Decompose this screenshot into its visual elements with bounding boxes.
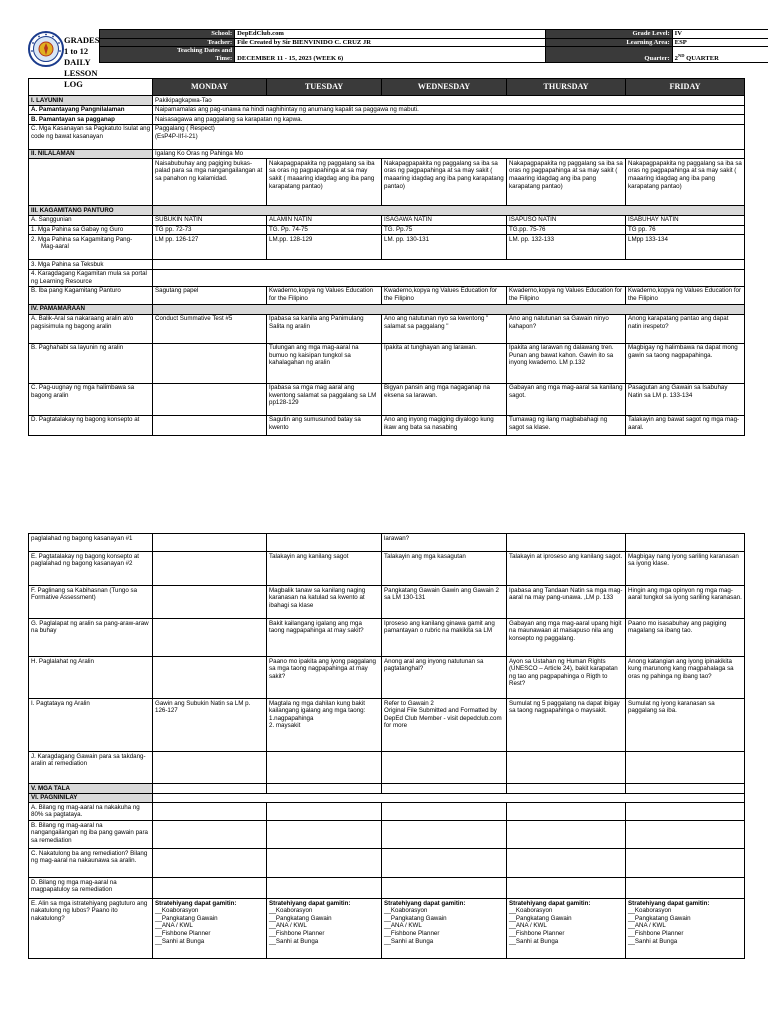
table-cell: Ayon sa Ustahan ng Human Rights (UNESCO – Article 24), bakit karapatan ng tao ang pagpapahinga o Rigth to Rest? [507,657,626,699]
table-cell: Ano ang natutunan nyo sa kwentong " salamat sa paggalang " [382,314,507,343]
table-cell [626,803,745,821]
strategy-option[interactable]: __Koaborasyon [269,907,313,915]
teacher-label: Teacher: [100,38,235,47]
table-cell: LMpp 133-134 [626,235,745,260]
quarter-text: QUARTER [684,54,719,62]
table-row [29,206,745,216]
strategy-option[interactable]: __ANA / KWL [384,922,422,930]
teacher-value: File Created by Sir BIENVINIDO C. CRUZ JR [235,38,546,47]
nilalaman-friday: Nakapagpapakita ng paggalang sa iba sa oras ng pagpapahinga at sa may sakit ( maaaring idagdag ang iba pang karapatang pantao) [626,159,745,206]
table-cell [507,534,626,552]
table-cell: LM.pp. 128-129 [267,235,382,260]
strategy-title: Stratehiyang dapat gamitin: [269,899,351,907]
info-table [99,29,768,71]
gabay-guro-label: 1. Mga Pahina sa Gabay ng Guro [29,225,153,235]
kasanayan-value [153,124,745,149]
table-cell [507,803,626,821]
table-cell: Sagutang papel [153,286,267,304]
balik-aral-label: A. Balik-Aral sa nakaraang aralin at/o pagsisimula ng bagong aralin [29,314,153,343]
reflection-d-label: D. Bilang ng mga mag-aaral na magpapatuloy sa remediation [29,878,153,899]
nilalaman-wednesday: Nakapagpapakita ng paggalang sa iba sa oras ng pagpapahinga at sa may sakit ( maaaring idagdag ang iba pang karapatang pantao) [382,159,507,206]
table-cell: LM. pp. 132-133 [507,235,626,260]
table-cell [507,784,626,794]
strategy-cell-wednesday [382,899,507,959]
table-row [29,159,745,206]
table-row [29,105,745,115]
strategy-title: Stratehiyang dapat gamitin: [384,899,466,907]
table-row [29,821,745,849]
table-cell: Ipabasa ang Tandaan Natin sa mga mag-aaral na may pang-unawa. ,LM p. 133 [507,586,626,619]
learning-area-label: Learning Area: [545,38,672,47]
title-line-2: DAILY LESSON LOG [64,57,98,89]
sanggunian-label: A. Sanggunian [29,215,153,225]
label-line: Mag-aaral [41,243,69,251]
table-cell: Tumawag ng ilang magbabahagi ng sagot sa klase. [507,415,626,435]
table-cell [267,699,382,752]
strategy-cell-thursday [507,899,626,959]
cell-line: Original File Submitted and Formatted by DepEd Club Member - visit depedclub.com for more [384,707,502,730]
table-cell: Tulungan ang mga mag-aaral na bumuo ng kaisipan tungkol sa kahalagahan ng aralin [267,343,382,383]
table-row [29,534,745,552]
pagtataya-label: I. Pagtataya ng Aralin [29,699,153,752]
mga-tala-heading: V. MGA TALA [29,784,153,794]
layunin-aralin-label: B. Paghahabi sa layunin ng aralin [29,343,153,383]
table-cell: Pangkatang Gawain Gawin ang Gawain 2 sa LM 130-131 [382,586,507,619]
table-cell [153,534,267,552]
table-cell [153,383,267,415]
table-cell: Talakayin ang bawat sagot ng mga mag-aaral. [626,415,745,435]
table-cell [507,752,626,784]
dates-label-line-1: Teaching Dates and [177,47,233,55]
cell-line: Magtala ng mga dahilan kung bakit kailangang igalang ang mga taong: [269,699,366,715]
pagtatalakay-1-cont-label: paglalahad ng bagong kasanayan #1 [29,534,153,552]
table-cell [153,343,267,383]
table-row [29,149,745,159]
table-cell: LM pp. 126-127 [153,235,267,260]
strategy-option[interactable]: __Pangkatang Gawain [155,914,218,922]
grade-label: Grade Level: [545,30,672,39]
kasanayan-line-1: Paggalang ( Respect) [155,125,215,133]
table-cell [153,784,267,794]
table-cell: Ipakita ang larawan ng dalawang tren. Punan ang bawat kahon. Gawin ito sa inyong kwaderno. LM p.132 [507,343,626,383]
table-cell [153,552,267,586]
table-row [29,225,745,235]
strategy-option[interactable]: __Koaborasyon [628,907,672,915]
dates-value: DECEMBER 11 - 15, 2023 (WEEK 6) [235,47,546,63]
strategy-option[interactable]: __ANA / KWL [509,922,547,930]
table-cell: Kwaderno,kopya ng Values Education for the Filipino [382,286,507,304]
layunin-value: Pakikipagkapwa-Tao [153,96,745,106]
table-cell [507,821,626,849]
strategy-option[interactable]: __Sanhi at Bunga [628,937,678,945]
table-cell [153,752,267,784]
table-cell: larawan? [382,534,507,552]
table-cell [507,849,626,878]
table-row [29,899,745,959]
table-row [29,383,745,415]
table-cell [267,849,382,878]
table-row [29,124,745,149]
table-cell [382,752,507,784]
reflection-a-label: A. Bilang ng mag-aaral na nakakuha ng 80% sa pagtataya. [29,803,153,821]
strategy-title: Stratehiyang dapat gamitin: [628,899,710,907]
dates-label [100,47,235,63]
table-cell: Ano ang natutunan sa Gawain ninyo kahapon? [507,314,626,343]
table-row [29,260,745,270]
strategy-cell-monday [153,899,267,959]
strategy-option[interactable]: __ANA / KWL [628,922,666,930]
strategy-cell-friday [626,899,745,959]
table-cell: Talakayin at iproseso ang kanilang sagot. [507,552,626,586]
learning-resource-blank [153,269,745,286]
strategy-option[interactable]: __Pangkatang Gawain [269,914,332,922]
table-cell: Sumulat ng 5 paggalang na dapat ibigay sa taong nagpapahinga o maysakit. [507,699,626,752]
nilalaman-tuesday: Nakapagpapakita ng paggalang sa iba sa oras ng pagpapahinga at sa may sakit ( maaaring idagdag ang iba pang karapatang pantao) [267,159,382,206]
strategy-option[interactable]: __Pangkatang Gawain [509,914,572,922]
table-cell: Sumulat ng iyong karanasan sa paggalang sa iba. [626,699,745,752]
table-cell [267,534,382,552]
table-cell: Paano mo isasabuhay ang pagiging magalang sa ibang tao. [626,619,745,657]
quarter-value [672,47,768,63]
strategy-option[interactable]: __Fishbone Planner [628,930,684,938]
kagamitan-blank [153,206,745,216]
table-row [29,849,745,878]
nilalaman-monday: Naisabubuhay ang pagiging bukas-palad para sa mga nangangailangan at sa panahon ng kalamidad. [153,159,267,206]
table-row [29,286,745,304]
table-row [29,586,745,619]
reflection-b-label: B. Bilang ng mag-aaral na nangangailangan ng iba pang gawain para sa remediation [29,821,153,849]
table-cell [267,784,382,794]
nilalaman-thursday: Nakapagpapakita ng paggalang sa iba sa oras ng pagpapahinga at sa may sakit ( maaaring idagdag ang iba pang karapatang pantao) [507,159,626,206]
teksbuk-blank [153,260,745,270]
kagamitan-heading: III. KAGAMITANG PANTURO [29,206,153,216]
table-cell [626,752,745,784]
table-row [29,314,745,343]
reflection-c-label: C. Nakatulong ba ang remediation? Bilang ng mag-aaral na nakaunawa sa aralin. [29,849,153,878]
table-row [29,269,745,286]
grade-value: IV [672,30,768,39]
cell-line: 1.nagpapahinga [269,714,314,722]
reflection-e-label: E. Alin sa mga istratehiyang pagtuturo ang nakatulong ng lubos? Paano ito nakatulong? [29,899,153,959]
page-one [28,29,744,436]
deped-seal-icon [28,29,64,69]
strategy-option[interactable]: __Koaborasyon [509,907,553,915]
table-cell [153,878,267,899]
strategy-option[interactable]: __Sanhi at Bunga [155,937,205,945]
table-cell: Ipabasa sa mga mag aaral ang kwentong salamat sa paggalang sa LM pp128-129 [267,383,382,415]
day-tuesday: TUESDAY [267,79,382,96]
learning-area-value: ESP [672,38,768,47]
iba-kagamitan-label: B. Iba pang Kagamitang Panturo [29,286,153,304]
table-cell [153,793,745,803]
kagamitang-pang-mag-aaral-label [29,235,153,260]
table-cell [382,803,507,821]
table-cell [626,784,745,794]
pamantayang-label: A. Pamantayang Pangnilalaman [29,105,153,115]
table-row [29,784,745,794]
table-row [29,552,745,586]
table-cell [153,821,267,849]
table-cell: Sagutin ang sumusunod batay sa kwento [267,415,382,435]
table-cell [267,878,382,899]
pamamaraan-blank [153,304,745,314]
table-row [29,235,745,260]
table-cell: Anong katangian ang iyong ipinakikita kung marunong kang magpahalaga sa oras ng pahinga ng ibang tao? [626,657,745,699]
table-cell: Pasagutan ang Gawain sa Isabuhay Natin sa LM p. 133-134 [626,383,745,415]
cell-line: Refer to Gawain 2 [384,699,434,707]
table-row [29,96,745,106]
paglinang-label: F. Paglinang sa Kabihasnan (Tungo sa Formative Assessment) [29,586,153,619]
table-cell: Gabayan ang mga mag-aaral upang higit na maunawaan at maisapuso nila ang konsepto ng paggalang. [507,619,626,657]
table-cell [626,534,745,552]
table-cell: ISAPUSO NATIN [507,215,626,225]
quarter-number: 2 [674,54,678,62]
table-cell: TG pp. 76 [626,225,745,235]
table-row [29,699,745,752]
table-cell: SUBUKIN NATIN [153,215,267,225]
nilalaman-blank [29,159,153,206]
pagninilay-heading: VI. PAGNINILAY [29,793,153,803]
day-friday: FRIDAY [626,79,745,96]
table-cell [626,849,745,878]
cell-line: 2. maysakit [269,722,301,730]
table-cell: Iproseso ang kanilang ginawa gamit ang pamantayan o rubric na makikita sa LM [382,619,507,657]
strategy-option[interactable]: __Fishbone Planner [509,930,565,938]
table-row [29,793,745,803]
day-monday: MONDAY [153,79,267,96]
table-cell: Anong karapatang pantao ang dapat natin irespeto? [626,314,745,343]
strategy-option[interactable]: __Koaborasyon [384,907,428,915]
pamamaraan-heading: IV. PAMAMARAAN [29,304,153,314]
table-cell: Kwaderno,kopya ng Values Education for the Filipino [267,286,382,304]
lesson-table-page-2 [28,533,745,959]
table-cell: Conduct Summative Test #5 [153,314,267,343]
table-cell: Gawin ang Subukin Natin sa LM p. 126-127 [153,699,267,752]
table-cell: ISABUHAY NATIN [626,215,745,225]
teksbuk-label: 3. Mga Pahina sa Teksbuk [29,260,153,270]
table-cell [153,619,267,657]
nilalaman-heading: II. NILALAMAN [29,149,153,159]
table-cell [153,803,267,821]
table-cell: LM. pp. 130-131 [382,235,507,260]
table-cell: Bakit kailangang igalang ang mga taong nagpapahinga at may sakit? [267,619,382,657]
table-cell [267,803,382,821]
strategy-option[interactable]: __Fishbone Planner [384,930,440,938]
table-cell [267,752,382,784]
table-cell: ISAGAWA NATIN [382,215,507,225]
paglalapat-label: G. Paglalapat ng aralin sa pang-araw-araw na buhay [29,619,153,657]
page-two [28,533,744,959]
table-cell [626,821,745,849]
pagtatalakay-1-label: D. Pagtatalakay ng bagong konsepto at [29,415,153,435]
table-cell: Kwaderno,kopya ng Values Education for the Filipino [626,286,745,304]
table-cell [153,415,267,435]
pagganap-value: Naisasagawa ang paggalang sa karapatan ng kapwa. [153,115,745,125]
table-cell: ALAMIN NATIN [267,215,382,225]
strategy-option[interactable]: __Sanhi at Bunga [269,937,319,945]
layunin-heading: I. LAYUNIN [29,96,153,106]
table-cell [382,849,507,878]
learning-resource-label: 4. Karagdagang Kagamitan mula sa portal ng Learning Resource [29,269,153,286]
strategy-option[interactable]: __Fishbone Planner [269,930,325,938]
strategy-cell-tuesday [267,899,382,959]
label-line: 2. Mga Pahina sa Kagamitang Pang- [31,235,133,243]
table-cell: Ipakita at tunghayan ang larawan. [382,343,507,383]
pamantayang-value: Naipamamalas ang pag-unawa na hindi naghihintay ng anumang kapalit sa paggawa ng mabuti. [153,105,745,115]
table-row [29,752,745,784]
strategy-title: Stratehiyang dapat gamitin: [155,899,237,907]
table-row [29,415,745,435]
table-cell: TG pp. 72-73 [153,225,267,235]
day-thursday: THURSDAY [507,79,626,96]
strategy-option[interactable]: __Sanhi at Bunga [509,937,559,945]
quarter-suffix: ND [677,52,685,58]
table-cell: Gabayan ang mga mag-aaral sa kanilang sagot. [507,383,626,415]
strategy-option[interactable]: __ANA / KWL [155,922,193,930]
table-cell [626,878,745,899]
pag-uugnay-label: C. Pag-uugnay ng mga halimbawa sa bagong aralin [29,383,153,415]
table-row [29,619,745,657]
quarter-label: Quarter: [545,47,672,63]
table-row [29,803,745,821]
table-cell: Magbalik tanaw sa kanilang naging karanasan na katulad sa kwento at ibahagi sa klase [267,586,382,619]
table-cell: TG. Pp.75 [382,225,507,235]
table-cell: Hingin ang mga opinyon ng mga mag-aaral tungkol sa iyong sariling karanasan. [626,586,745,619]
table-cell [382,878,507,899]
strategy-option[interactable]: __Pangkatang Gawain [628,914,691,922]
table-cell [382,699,507,752]
table-row [29,304,745,314]
strategy-option[interactable]: __Fishbone Planner [155,930,211,938]
day-header-row [29,79,745,96]
table-row [29,115,745,125]
strategy-option[interactable]: __Sanhi at Bunga [384,937,434,945]
lesson-table-page-1 [28,78,745,436]
table-cell: Ipabasa sa kanila ang Panimulang Salita ng aralin [267,314,382,343]
table-cell [153,586,267,619]
table-cell [267,821,382,849]
table-cell: Magbigay nang iyong sariling karanasan sa iyong klase. [626,552,745,586]
kasanayan-label: C. Mga Kasanayan sa Pagkatuto Isulat ang code ng bawat kasanayan [29,124,153,149]
table-cell [382,821,507,849]
table-cell: Magbigay ng halimbawa na dapat mong gawin sa taong nagpapahinga. [626,343,745,383]
pagtatalakay-2-label: E. Pagtatalakay ng bagong konsepto at paglalahad ng bagong kasanayan #2 [29,552,153,586]
table-cell [382,784,507,794]
dates-label-line-2: Time: [215,54,233,62]
table-cell [153,657,267,699]
school-value: DepEdClub.com [235,30,546,39]
strategy-option[interactable]: __Pangkatang Gawain [384,914,447,922]
table-row [29,657,745,699]
table-cell: Bigyan pansin ang mga nagaganap na eksena sa larawan. [382,383,507,415]
table-cell: Anong aral ang inyong natutunan sa pagtatanghal? [382,657,507,699]
paglalahat-label: H. Paglalahat ng Aralin [29,657,153,699]
table-cell: Kwaderno,kopya ng Values Education for the Filipino [507,286,626,304]
strategy-option[interactable]: __Koaborasyon [155,907,199,915]
title-line-1: GRADES 1 to 12 [64,35,100,56]
table-row [29,215,745,225]
document-title [64,29,100,89]
kasanayan-line-2: (EsP4P-IIf-i-21) [155,132,198,140]
strategy-title: Stratehiyang dapat gamitin: [509,899,591,907]
nilalaman-topic: Igalang Ko Oras ng Pahinga Mo [153,149,745,159]
school-label: School: [100,30,235,39]
table-cell [153,849,267,878]
day-wednesday: WEDNESDAY [382,79,507,96]
pagganap-label: B. Pamantayan sa pagganap [29,115,153,125]
table-cell: Ano ang inyong magiging diyalogo kung ikaw ang bata sa nasabing [382,415,507,435]
table-cell: Paano mo ipakita ang iyong paggalang sa mga taong nagpapahinga at may sakit? [267,657,382,699]
table-row [29,343,745,383]
table-cell: Talakayin ang mga kasagutan [382,552,507,586]
table-cell: Talakayin ang kanilang sagot [267,552,382,586]
table-row [29,878,745,899]
strategy-option[interactable]: __ANA / KWL [269,922,307,930]
table-cell [507,878,626,899]
karagdagang-gawain-label: J. Karagdagang Gawain para sa takdang-aralin at remediation [29,752,153,784]
table-cell: TG. Pp. 74-75 [267,225,382,235]
table-cell: TG.pp. 75-76 [507,225,626,235]
